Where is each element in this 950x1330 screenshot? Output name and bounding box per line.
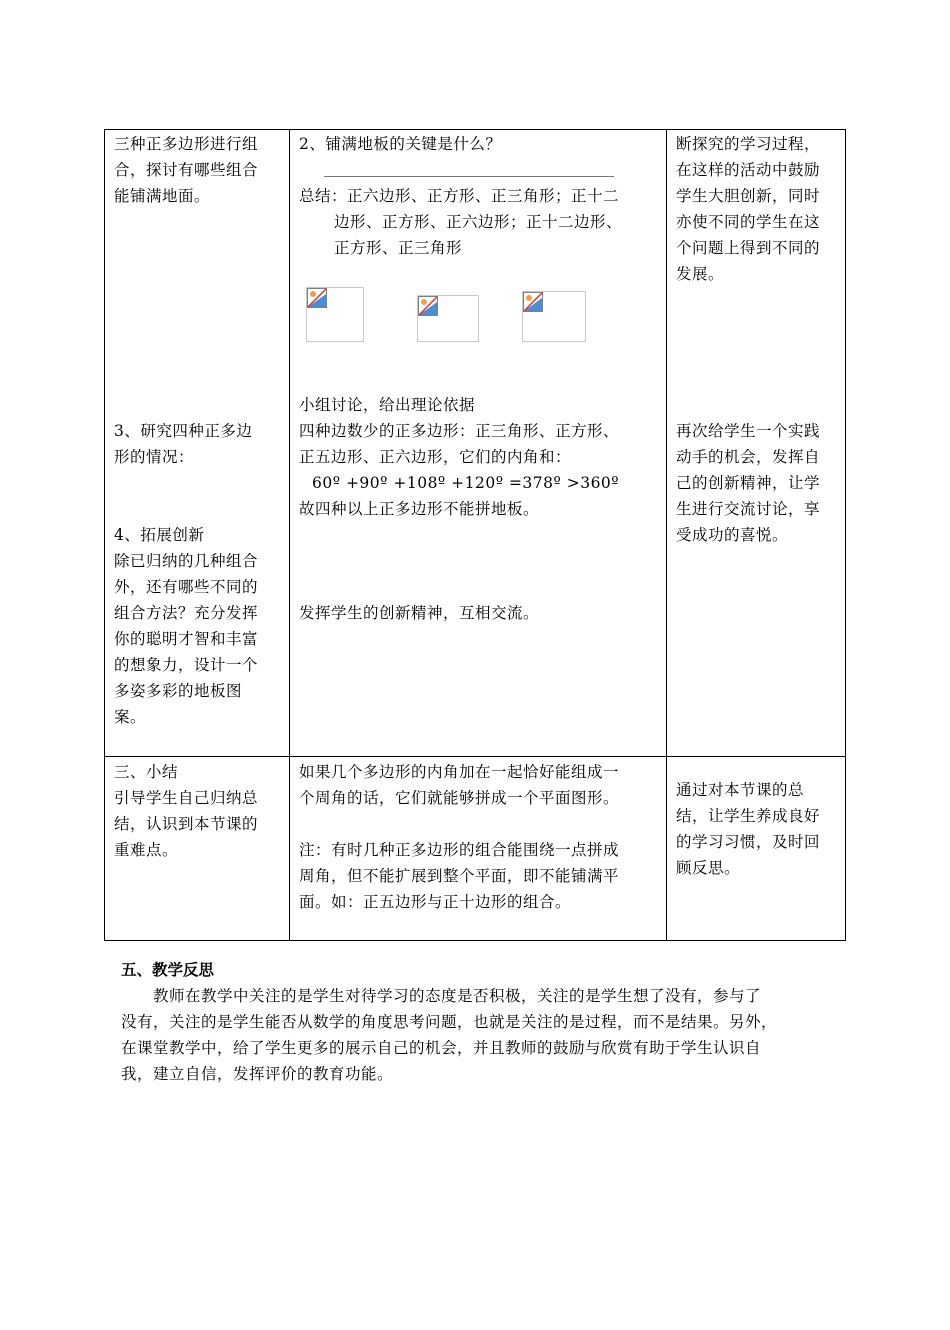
content-text: 个周角的话，它们就能够拼成一个平面图形。 xyxy=(299,789,620,807)
reflection-paragraph-line: 我，建立自信，发挥评价的教育功能。 xyxy=(121,1065,394,1083)
activity-text: 3、研究四种正多边 xyxy=(114,422,253,440)
summary-section-title: 三、小结 xyxy=(114,763,179,781)
reflection-paragraph-line: 在课堂教学中，给了学生更多的展示自己的机会，并且教师的鼓励与欣赏有助于学生认识自 xyxy=(121,1039,762,1057)
activity-text: 你的聪明才智和丰富 xyxy=(114,630,259,648)
design-intent-text: 的学习习惯，及时回 xyxy=(676,833,821,851)
creative-text: 发挥学生的创新精神，互相交流。 xyxy=(299,604,540,622)
column-divider xyxy=(289,130,290,940)
design-intent-text: 通过对本节课的总 xyxy=(676,781,805,799)
activity-text: 重难点。 xyxy=(114,841,179,859)
reflection-paragraph-line: 没有，关注的是学生能否从数学的角度思考问题，也就是关注的是过程，而不是结果。另外， xyxy=(121,1013,778,1031)
broken-image-icon xyxy=(418,296,438,316)
polygon-text: 正五边形、正六边形，它们的内角和： xyxy=(299,448,572,466)
note-text: 注：有时几种正多边形的组合能围绕一点拼成 xyxy=(299,841,620,859)
activity-text: 案。 xyxy=(114,708,147,726)
activity-text: 除已归纳的几种组合 xyxy=(114,552,259,570)
reflection-paragraph-line: 教师在教学中关注的是学生对待学习的态度是否积极，关注的是学生想了没有，参与了 xyxy=(153,987,762,1005)
design-intent-text: 生进行交流讨论，享 xyxy=(676,500,821,518)
note-text: 周角，但不能扩展到整个平面，即不能铺满平 xyxy=(299,867,620,885)
question-text: 2、铺满地板的关键是什么？ xyxy=(299,135,502,153)
design-intent-text: 断探究的学习过程， xyxy=(676,135,821,153)
design-intent-text: 发展。 xyxy=(676,265,725,283)
design-intent-text: 动手的机会，发挥自 xyxy=(676,448,821,466)
note-text: 面。如：正五边形与正十边形的组合。 xyxy=(299,893,572,911)
row-divider xyxy=(105,756,845,757)
summary-text: 边形、正方形、正六边形；正十二边形、 xyxy=(334,213,623,231)
design-intent-text: 学生大胆创新，同时 xyxy=(676,187,821,205)
activity-text: 组合方法？充分发挥 xyxy=(114,604,259,622)
design-intent-text: 顾反思。 xyxy=(676,859,741,877)
conclusion-text: 故四种以上正多边形不能拼地板。 xyxy=(299,500,540,518)
image-placeholder xyxy=(417,295,479,342)
design-intent-text: 己的创新精神，让学 xyxy=(676,474,821,492)
reflection-heading: 五、教学反思 xyxy=(121,960,215,979)
activity-text: 的想象力，设计一个 xyxy=(114,656,259,674)
summary-text: 正方形、正三角形 xyxy=(334,239,463,257)
design-intent-text: 亦使不同的学生在这 xyxy=(676,213,821,231)
design-intent-text: 受成功的喜悦。 xyxy=(676,526,789,544)
image-placeholder xyxy=(522,291,586,342)
broken-image-icon xyxy=(523,292,543,312)
polygon-text: 四种边数少的正多边形：正三角形、正方形、 xyxy=(299,422,620,440)
design-intent-text: 在这样的活动中鼓励 xyxy=(676,161,821,179)
activity-text: 结，认识到本节课的 xyxy=(114,815,259,833)
activity-text: 合，探讨有哪些组合 xyxy=(114,161,259,179)
design-intent-text: 结，让学生养成良好 xyxy=(676,807,821,825)
design-intent-text: 个问题上得到不同的 xyxy=(676,239,821,257)
activity-text: 外，还有哪些不同的 xyxy=(114,578,259,596)
activity-text: 形的情况： xyxy=(114,448,195,466)
activity-text: 多姿多彩的地板图 xyxy=(114,682,243,700)
answer-underline xyxy=(324,176,614,177)
image-placeholder xyxy=(306,287,364,342)
activity-text: 引导学生自己归纳总 xyxy=(114,789,259,807)
activity-text: 三种正多边形进行组 xyxy=(114,135,259,153)
column-divider xyxy=(666,130,667,940)
design-intent-text: 再次给学生一个实践 xyxy=(676,422,821,440)
summary-text: 总结：正六边形、正方形、正三角形；正十二 xyxy=(299,187,620,205)
activity-text: 4、拓展创新 xyxy=(114,526,205,544)
discussion-text: 小组讨论，给出理论依据 xyxy=(299,396,476,414)
angle-sum-text: 60º +90º +108º +120º =378º >360º xyxy=(312,474,620,492)
content-text: 如果几个多边形的内角加在一起恰好能组成一 xyxy=(299,763,620,781)
broken-image-icon xyxy=(307,288,327,308)
activity-text: 能铺满地面。 xyxy=(114,187,211,205)
